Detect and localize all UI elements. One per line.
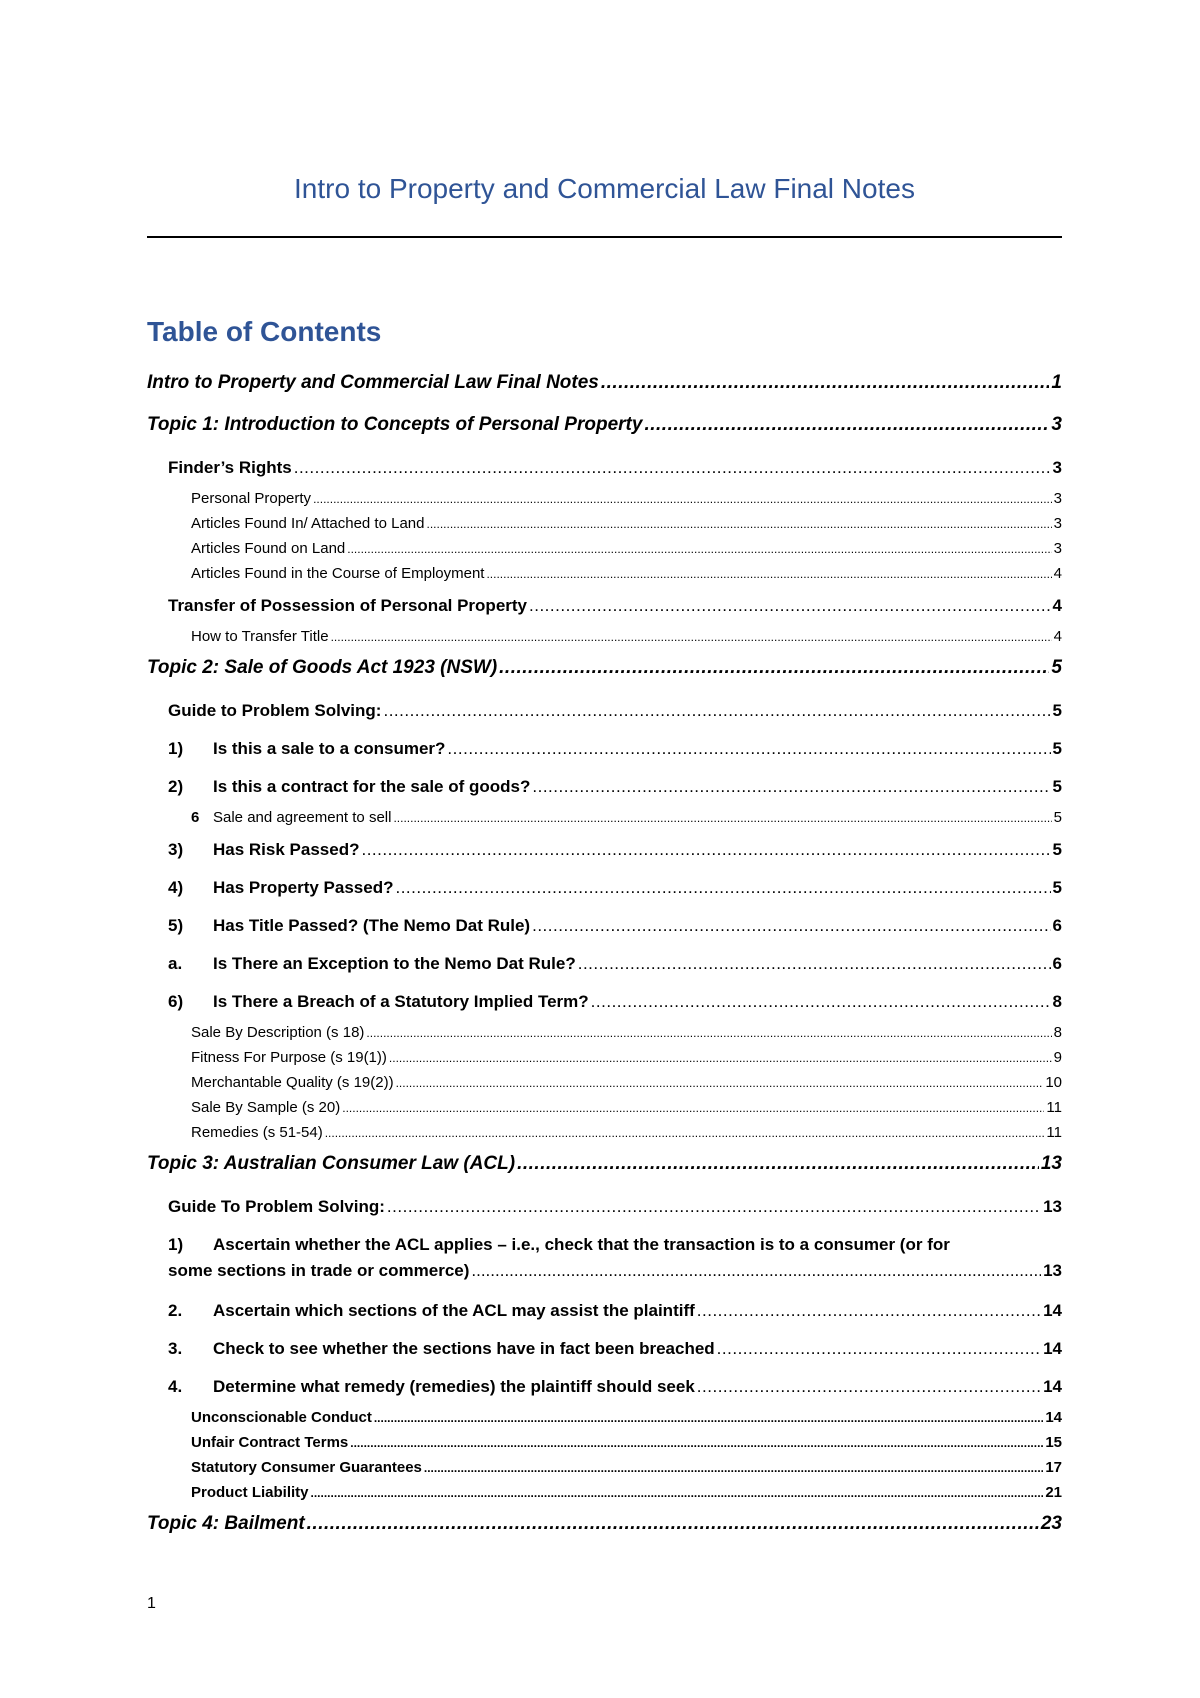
dot-leader bbox=[644, 414, 1049, 436]
toc-entry-page: 13 bbox=[1043, 1261, 1062, 1280]
toc-entry-number: 4) bbox=[168, 878, 184, 897]
toc-entry[interactable] bbox=[147, 1484, 1062, 1509]
toc-entry-page: 3 bbox=[1053, 490, 1062, 507]
toc-entry-page: 5 bbox=[1053, 809, 1062, 826]
toc-entry[interactable] bbox=[147, 1333, 1062, 1371]
toc-entry-page: 14 bbox=[1043, 1301, 1062, 1320]
toc-entry-page: 5 bbox=[1052, 777, 1062, 796]
toc-entry-text: Guide to Problem Solving: bbox=[168, 701, 382, 720]
toc-entry-text: Transfer of Possession of Personal Property bbox=[168, 596, 528, 615]
dot-leader bbox=[383, 701, 1050, 721]
toc-entry-text: Is this a sale to a consumer? bbox=[213, 739, 446, 758]
toc-entry-number: 2) bbox=[168, 777, 184, 796]
toc-entry[interactable] bbox=[147, 809, 1062, 834]
toc-entry-page: 5 bbox=[1052, 739, 1062, 758]
toc-entry-number: 3. bbox=[168, 1339, 183, 1358]
toc-entry[interactable] bbox=[147, 1074, 1062, 1099]
toc-entry-page: 1 bbox=[1051, 372, 1062, 393]
toc-entry[interactable] bbox=[147, 1099, 1062, 1124]
toc-entry-number: 2. bbox=[168, 1301, 183, 1320]
toc-entry[interactable] bbox=[147, 490, 1062, 515]
dot-leader bbox=[395, 878, 1050, 898]
toc-entry-page: 9 bbox=[1053, 1049, 1062, 1066]
toc-entry-text: Product Liability bbox=[191, 1484, 309, 1501]
toc-entry-text: Remedies (s 51-54) bbox=[191, 1124, 323, 1141]
toc-entry[interactable] bbox=[147, 368, 1062, 410]
dot-leader bbox=[396, 1076, 1044, 1090]
toc-entry[interactable] bbox=[147, 515, 1062, 540]
toc-entry-text: Has Property Passed? bbox=[213, 878, 394, 897]
dot-leader bbox=[697, 1301, 1041, 1321]
toc-entry[interactable] bbox=[147, 565, 1062, 590]
toc-entry-page: 8 bbox=[1052, 992, 1062, 1011]
dot-leader bbox=[426, 517, 1051, 531]
toc-entry[interactable] bbox=[147, 733, 1062, 771]
dot-leader bbox=[529, 596, 1051, 616]
dot-leader bbox=[387, 1197, 1041, 1217]
dot-leader bbox=[393, 811, 1051, 825]
table-of-contents bbox=[147, 368, 1062, 1551]
toc-entry[interactable] bbox=[147, 1049, 1062, 1074]
toc-entry-number: 5) bbox=[168, 916, 184, 935]
toc-entry[interactable] bbox=[147, 948, 1062, 986]
toc-entry[interactable] bbox=[147, 834, 1062, 872]
title-underline bbox=[147, 236, 1062, 238]
toc-entry-page: 15 bbox=[1045, 1434, 1062, 1451]
toc-entry-text: Topic 4: Bailment bbox=[147, 1513, 305, 1534]
toc-entry-page: 6 bbox=[1052, 916, 1062, 935]
toc-entry-number: a. bbox=[168, 954, 183, 973]
toc-entry-text: Sale By Sample (s 20) bbox=[191, 1099, 341, 1116]
toc-entry[interactable] bbox=[147, 653, 1062, 695]
toc-entry[interactable] bbox=[147, 986, 1062, 1024]
toc-entry-text: Fitness For Purpose (s 19(1)) bbox=[191, 1049, 387, 1066]
toc-entry-text: Personal Property bbox=[191, 490, 312, 507]
toc-entry-number: 6 bbox=[191, 809, 200, 826]
toc-entry[interactable] bbox=[147, 872, 1062, 910]
page-number: 1 bbox=[147, 1595, 156, 1612]
toc-entry-text: Statutory Consumer Guarantees bbox=[191, 1459, 422, 1476]
toc-entry[interactable] bbox=[147, 695, 1062, 733]
toc-entry[interactable] bbox=[147, 910, 1062, 948]
toc-entry-page: 3 bbox=[1053, 540, 1062, 557]
toc-entry[interactable] bbox=[147, 1295, 1062, 1333]
toc-entry-page: 3 bbox=[1052, 458, 1062, 477]
dot-leader bbox=[601, 372, 1050, 394]
dot-leader bbox=[717, 1339, 1041, 1359]
toc-entry-page: 11 bbox=[1046, 1124, 1062, 1141]
dot-leader bbox=[389, 1051, 1052, 1065]
toc-entry-text: Check to see whether the sections have in fact been breached bbox=[213, 1339, 715, 1358]
toc-entry-number: 6) bbox=[168, 992, 184, 1011]
toc-entry-page: 17 bbox=[1045, 1459, 1062, 1476]
toc-entry-page: 14 bbox=[1043, 1377, 1062, 1396]
toc-entry[interactable] bbox=[147, 1191, 1062, 1229]
dot-leader bbox=[347, 542, 1051, 556]
toc-entry-page: 21 bbox=[1045, 1484, 1062, 1501]
toc-entry[interactable] bbox=[147, 1149, 1062, 1191]
toc-entry-page: 4 bbox=[1053, 628, 1062, 645]
toc-heading: Table of Contents bbox=[147, 316, 382, 347]
toc-entry-page: 5 bbox=[1052, 701, 1062, 720]
toc-entry-text: Guide To Problem Solving: bbox=[168, 1197, 385, 1216]
toc-entry-page: 5 bbox=[1052, 840, 1062, 859]
toc-entry-page: 5 bbox=[1051, 657, 1062, 678]
toc-entry[interactable] bbox=[147, 1229, 1062, 1295]
toc-entry-text: Sale and agreement to sell bbox=[213, 809, 392, 826]
toc-entry-text: Topic 3: Australian Consumer Law (ACL) bbox=[147, 1153, 516, 1174]
toc-entry-text: Finder’s Rights bbox=[168, 458, 292, 477]
toc-entry-text: Topic 2: Sale of Goods Act 1923 (NSW) bbox=[147, 657, 498, 678]
dot-leader bbox=[350, 1436, 1043, 1450]
dot-leader bbox=[532, 777, 1050, 797]
toc-entry-page: 6 bbox=[1052, 954, 1062, 973]
dot-leader bbox=[313, 492, 1052, 506]
toc-entry-page: 3 bbox=[1053, 515, 1062, 532]
dot-leader bbox=[697, 1377, 1041, 1397]
toc-entry-text: Intro to Property and Commercial Law Final Notes bbox=[147, 372, 599, 393]
dot-leader bbox=[307, 1513, 1039, 1535]
toc-entry-page: 13 bbox=[1040, 1153, 1062, 1174]
dot-leader bbox=[499, 657, 1049, 679]
toc-entry[interactable] bbox=[147, 1124, 1062, 1149]
toc-entry-text: Merchantable Quality (s 19(2)) bbox=[191, 1074, 394, 1091]
dot-leader bbox=[374, 1411, 1043, 1425]
toc-entry-text: Articles Found In/ Attached to Land bbox=[191, 515, 425, 532]
toc-entry-text-continued: some sections in trade or commerce) bbox=[168, 1261, 470, 1280]
toc-entry[interactable] bbox=[147, 590, 1062, 628]
toc-entry[interactable] bbox=[147, 1509, 1062, 1551]
toc-entry-page: 14 bbox=[1043, 1339, 1062, 1358]
dot-leader bbox=[331, 630, 1052, 644]
dot-leader bbox=[591, 992, 1051, 1012]
dot-leader bbox=[294, 458, 1051, 478]
dot-leader bbox=[361, 840, 1050, 860]
toc-entry-page: 4 bbox=[1053, 565, 1062, 582]
dot-leader bbox=[578, 954, 1051, 974]
dot-leader bbox=[517, 1153, 1039, 1175]
toc-entry-text: Topic 1: Introduction to Concepts of Personal Property bbox=[147, 414, 643, 435]
dot-leader bbox=[325, 1126, 1045, 1140]
toc-entry[interactable] bbox=[147, 771, 1062, 809]
toc-entry[interactable] bbox=[147, 1434, 1062, 1459]
toc-entry[interactable] bbox=[147, 540, 1062, 565]
toc-entry-page: 3 bbox=[1051, 414, 1062, 435]
toc-entry-text: Ascertain which sections of the ACL may assist the plaintiff bbox=[213, 1301, 695, 1320]
toc-entry-page: 14 bbox=[1045, 1409, 1062, 1426]
toc-entry-text: Ascertain whether the ACL applies – i.e., check that the transaction is to a consumer (or for bbox=[213, 1235, 950, 1254]
toc-entry-page: 11 bbox=[1046, 1099, 1062, 1116]
toc-entry-text: Is There an Exception to the Nemo Dat Rule? bbox=[213, 954, 576, 973]
dot-leader bbox=[366, 1026, 1051, 1040]
dot-leader bbox=[486, 567, 1051, 581]
toc-entry-number: 1) bbox=[168, 739, 184, 758]
dot-leader bbox=[471, 1261, 1041, 1281]
toc-entry-text: Articles Found on Land bbox=[191, 540, 346, 557]
toc-entry[interactable] bbox=[147, 1371, 1062, 1409]
toc-entry-text: Unfair Contract Terms bbox=[191, 1434, 349, 1451]
toc-entry-number: 3) bbox=[168, 840, 184, 859]
dot-leader bbox=[311, 1486, 1044, 1500]
dot-leader bbox=[342, 1101, 1044, 1115]
toc-entry-page: 8 bbox=[1053, 1024, 1062, 1041]
toc-entry-text: Is this a contract for the sale of goods? bbox=[213, 777, 531, 796]
toc-entry[interactable] bbox=[147, 1024, 1062, 1049]
toc-entry-page: 13 bbox=[1043, 1197, 1062, 1216]
toc-entry-text: Unconscionable Conduct bbox=[191, 1409, 372, 1426]
document-title: Intro to Property and Commercial Law Final Notes bbox=[294, 173, 915, 204]
dot-leader bbox=[447, 739, 1050, 759]
toc-entry-page: 4 bbox=[1052, 596, 1062, 615]
toc-entry-number: 4. bbox=[168, 1377, 183, 1396]
toc-entry-text: Articles Found in the Course of Employment bbox=[191, 565, 485, 582]
dot-leader bbox=[424, 1461, 1043, 1475]
toc-entry-text: Is There a Breach of a Statutory Implied Term? bbox=[213, 992, 589, 1011]
toc-entry-text: Has Risk Passed? bbox=[213, 840, 360, 859]
toc-entry[interactable] bbox=[147, 1459, 1062, 1484]
toc-entry[interactable] bbox=[147, 410, 1062, 452]
toc-entry[interactable] bbox=[147, 1409, 1062, 1434]
toc-entry-page: 23 bbox=[1040, 1513, 1062, 1534]
toc-entry[interactable] bbox=[147, 628, 1062, 653]
toc-entry-text: Determine what remedy (remedies) the plaintiff should seek bbox=[213, 1377, 695, 1396]
toc-entry[interactable] bbox=[147, 452, 1062, 490]
toc-entry-text: How to Transfer Title bbox=[191, 628, 329, 645]
toc-entry-number: 1) bbox=[168, 1235, 184, 1254]
toc-entry-page: 10 bbox=[1045, 1074, 1062, 1091]
toc-entry-text: Sale By Description (s 18) bbox=[191, 1024, 365, 1041]
dot-leader bbox=[532, 916, 1050, 936]
toc-entry-page: 5 bbox=[1052, 878, 1062, 897]
toc-entry-text: Has Title Passed? (The Nemo Dat Rule) bbox=[213, 916, 531, 935]
